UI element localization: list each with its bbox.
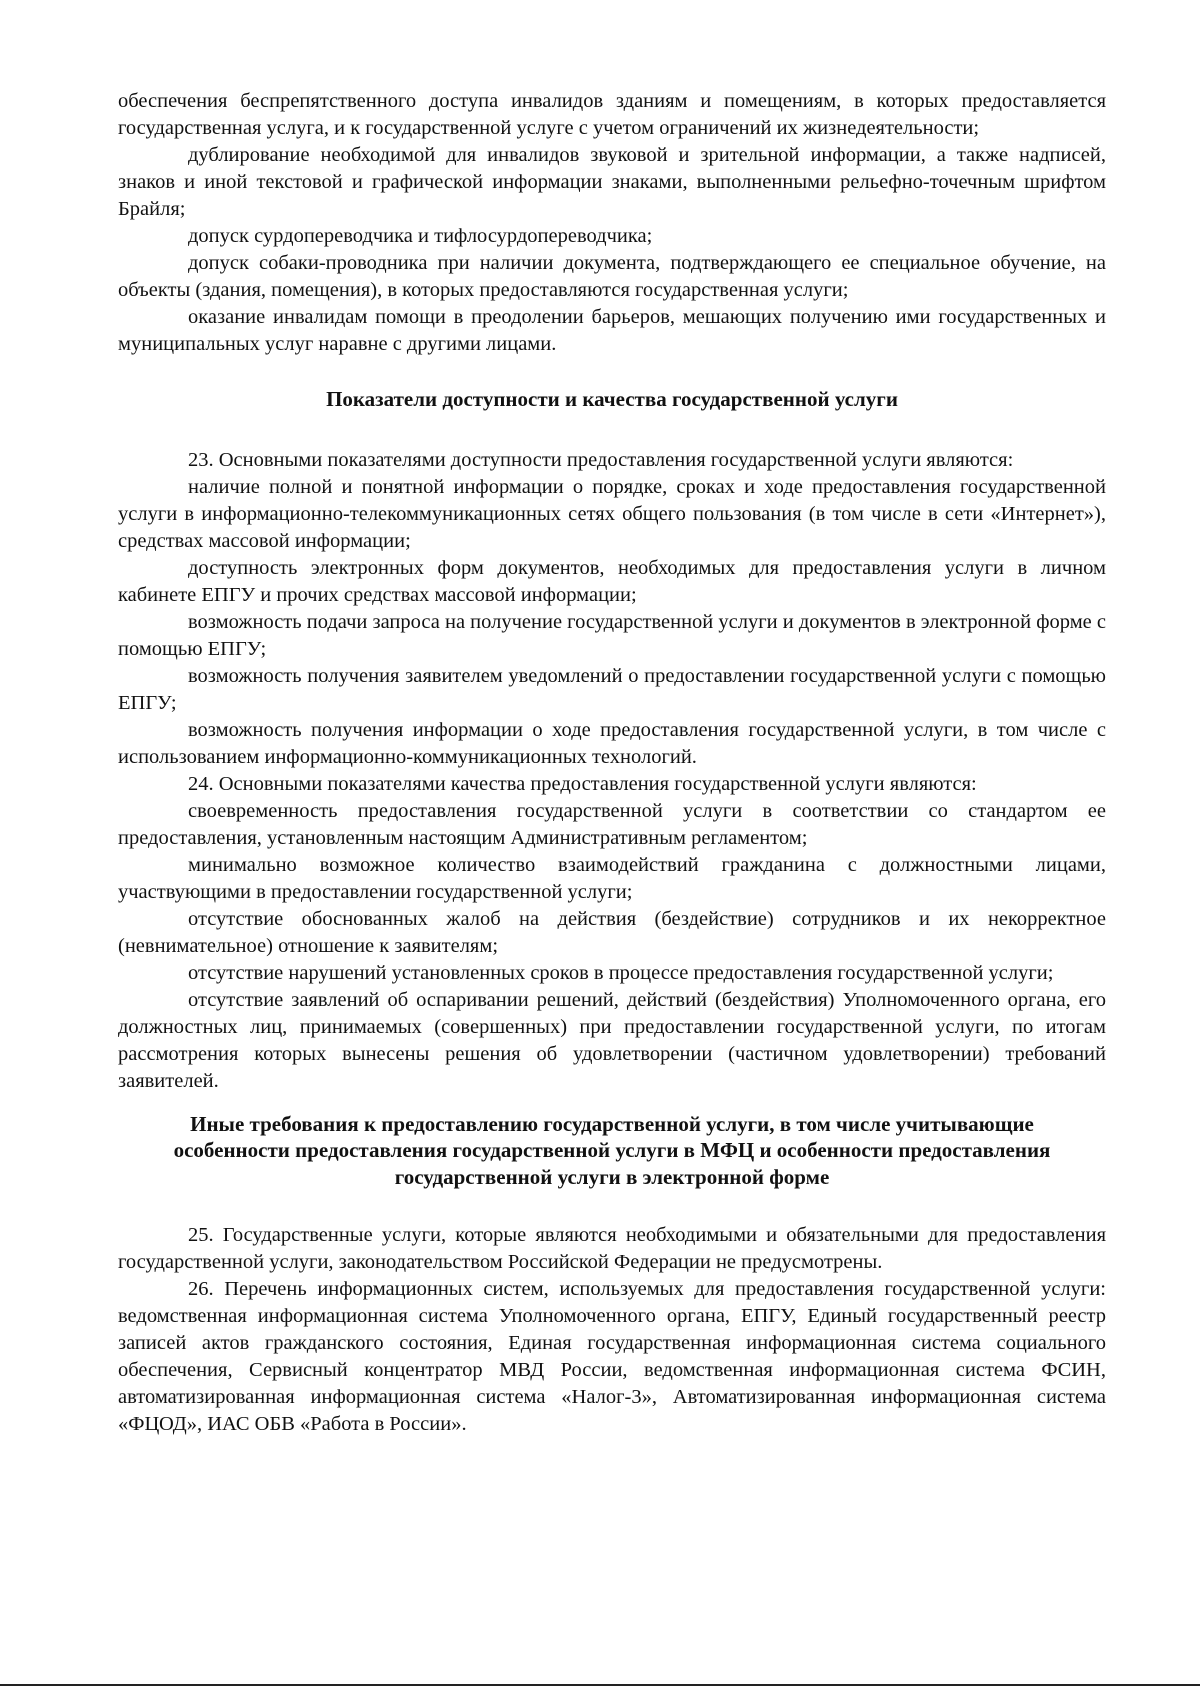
paragraph: обеспечения беспрепятственного доступа инвалидов зданиям и помещениям, в которых предоставляется государственная услуга, и к государственной услуге с учетом ограничений их жизнедеятельности; — [118, 90, 1106, 139]
paragraph: возможность получения заявителем уведомлений о предоставлении государственной услуги с помощью ЕПГУ; — [118, 664, 1106, 714]
paragraph: допуск собаки-проводника при наличии документа, подтверждающего ее специальное обучение, на объекты (здания, помещения), в которых предоставляются государственная услуги; — [118, 252, 1106, 301]
paragraph-23: 23. Основными показателями доступности предоставления государственной услуги являются: — [188, 448, 1014, 471]
document-body — [118, 88, 1106, 1438]
paragraph-25: 25. Государственные услуги, которые являются необходимыми и обязательными для предоставления государственной услуги, законодательством Российской Федерации не предусмотрены. — [118, 1224, 1106, 1273]
page-bottom-rule — [0, 1684, 1200, 1686]
section-heading-accessibility: Показатели доступности и качества государственной услуги — [326, 387, 898, 411]
paragraph: минимально возможное количество взаимодействий гражданина с должностными лицами, участвующими в предоставлении государственной услуги; — [118, 853, 1106, 903]
paragraph: допуск сурдопереводчика и тифлосурдопереводчика; — [188, 225, 653, 247]
paragraph: оказание инвалидам помощи в преодолении барьеров, мешающих получению ими государственных и муниципальных услуг наравне с другими лицами. — [118, 306, 1106, 355]
paragraph: возможность подачи запроса на получение государственной услуги и документов в электронной форме с помощью ЕПГУ; — [118, 610, 1106, 660]
paragraph-24: 24. Основными показателями качества предоставления государственной услуги являются: — [188, 772, 977, 795]
paragraph: отсутствие нарушений установленных сроков в процессе предоставления государственной услуги; — [188, 961, 1054, 984]
paragraph: отсутствие заявлений об оспаривании решений, действий (бездействия) Уполномоченного органа, его должностных лиц, принимаемых (совершенных) при предоставлении государственной услуги, по итогам рассмотрения которых вынесены решения об удовлетворении (частичном удовлетворении) требований заявителей. — [118, 988, 1106, 1092]
paragraph-26: 26. Перечень информационных систем, используемых для предоставления государственной услуги: ведомственная информационная система Уполномоченного органа, ЕПГУ, Единый государственный реестр записей актов гражданского состояния, Единая государственная информационная система социального обеспечения, Сервисный концентратор МВД России, ведомственная информационная система ФСИН, автоматизированная информационная система «Налог-3», Автоматизированная информационная система «ФЦОД», ИАС ОБВ «Работа в России». — [118, 1278, 1106, 1435]
paragraph: наличие полной и понятной информации о порядке, сроках и ходе предоставления государственной услуги в информационно-телекоммуникационных сетях общего пользования (в том числе в сети «Интернет»), средствах массовой информации; — [118, 475, 1106, 552]
paragraph: доступность электронных форм документов, необходимых для предоставления услуги в личном кабинете ЕПГУ и прочих средствах массовой информации; — [118, 556, 1106, 606]
paragraph: дублирование необходимой для инвалидов звуковой и зрительной информации, а также надписей, знаков и иной текстовой и графической информации знаками, выполненными рельефно-точечным шрифтом Брайля; — [118, 144, 1106, 220]
paragraph: возможность получения информации о ходе предоставления государственной услуги, в том числе с использованием информационно-коммуникационных технологий. — [118, 718, 1106, 768]
paragraph: отсутствие обоснованных жалоб на действия (бездействие) сотрудников и их некорректное (невнимательное) отношение к заявителям; — [118, 907, 1106, 957]
section-heading-other-requirements: Иные требования к предоставлению государственной услуги, в том числе учитывающие особенности предоставления государственной услуги в МФЦ и особенности предоставления государственной услуги в электронной форме — [173, 1111, 1051, 1189]
paragraph: своевременность предоставления государственной услуги в соответствии со стандартом ее предоставления, установленным настоящим Административным регламентом; — [118, 799, 1106, 849]
